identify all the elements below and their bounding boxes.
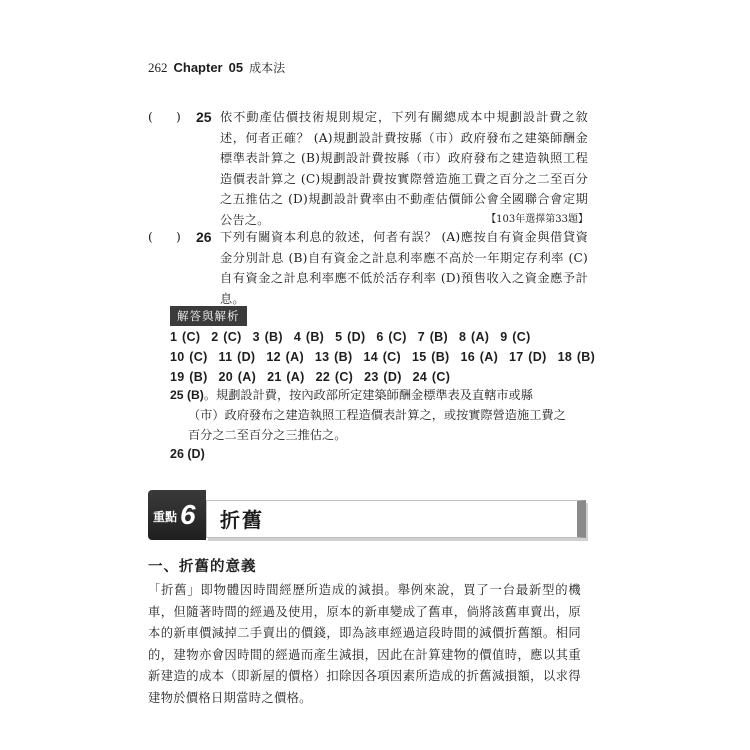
question-26	[148, 227, 588, 309]
subheading: 一、折舊的意義	[148, 559, 257, 575]
question-text: 依不動產估價技術規則規定，下列有關總成本中規劃設計費之敘述，何者正確？ (A)規劃設計費按縣（市）政府發布之建築師酬金標準表計算之 (B)規劃設計費按縣（市）政府發布之建造執照工程造價表計算之 (C)規劃設計費按實際營造施工費之百分之二至百分之五推估之 (D)規劃設計費率由不動產估價師公會全國聯合會定期公告之。 【103年選擇第33題】	[220, 107, 588, 230]
answers-label: 解答與解析	[170, 306, 247, 326]
answer-row-3: 19 (B) 20 (A) 21 (A) 22 (C) 23 (D) 24 (C)	[170, 370, 451, 384]
chapter-label: Chapter	[173, 60, 223, 75]
section-tab-label: 重點	[153, 510, 178, 524]
section-title-bar	[206, 500, 586, 538]
answer-row-1: 1 (C) 2 (C) 3 (B) 4 (B) 5 (D) 6 (C) 7 (B) 8 (A) 9 (C)	[170, 330, 531, 344]
chapter-number: 05	[228, 60, 244, 75]
section-tab	[148, 490, 206, 540]
section-tab-number: 6	[180, 499, 196, 530]
question-25	[148, 107, 588, 230]
section-banner	[148, 490, 576, 540]
answer-26: 26 (D)	[170, 447, 205, 461]
answer-blank: ( )	[148, 110, 181, 124]
explanation-25: 25 (B)。規劃設計費，按內政部所定建築師酬金標準表及直轄市或縣 （市）政府發布之建造執照工程造價表計算之，或按實際營造施工費之 百分之二至百分之三推估之。	[170, 388, 566, 442]
page-number: 262	[148, 60, 168, 75]
body-paragraph: 「折舊」即物體因時間經歷所造成的減損。舉例來說，買了一台最新型的機車，但隨著時間的經過及使用，原本的新車變成了舊車，倘將該舊車賣出，原本的新車價減掉二手賣出的價錢，即為該車經過這段時間的減價折舊額。相同的，建物亦會因時間的經過而產生減損，因此在計算建物的價值時，應以其重新建造的成本（即新屋的價格）扣除因各項因素所造成的折舊減損額，以求得建物於價格日期當時之價格。	[148, 583, 581, 705]
page-header	[148, 59, 285, 76]
question-number: 25	[196, 109, 212, 125]
question-source: 【103年選擇第33題】	[486, 213, 588, 225]
answer-blank: ( )	[148, 230, 181, 244]
answer-row-2: 10 (C) 11 (D) 12 (A) 13 (B) 14 (C) 15 (B) 16 (A) 17 (D) 18 (B)	[170, 350, 596, 364]
chapter-title: 成本法	[249, 61, 286, 75]
section-title: 折舊	[220, 508, 264, 532]
question-number: 26	[196, 229, 212, 245]
question-text: 下列有關資本利息的敘述，何者有誤？ (A)應按自有資金與借貸資金分別計息 (B)自有資金之計息利率應不高於一年期定存利率 (C)自有資金之計息利率應不低於活存利率 (D)預售收入之資金應予計息。	[220, 230, 588, 306]
explanation-lead: 25 (B)	[170, 388, 204, 402]
